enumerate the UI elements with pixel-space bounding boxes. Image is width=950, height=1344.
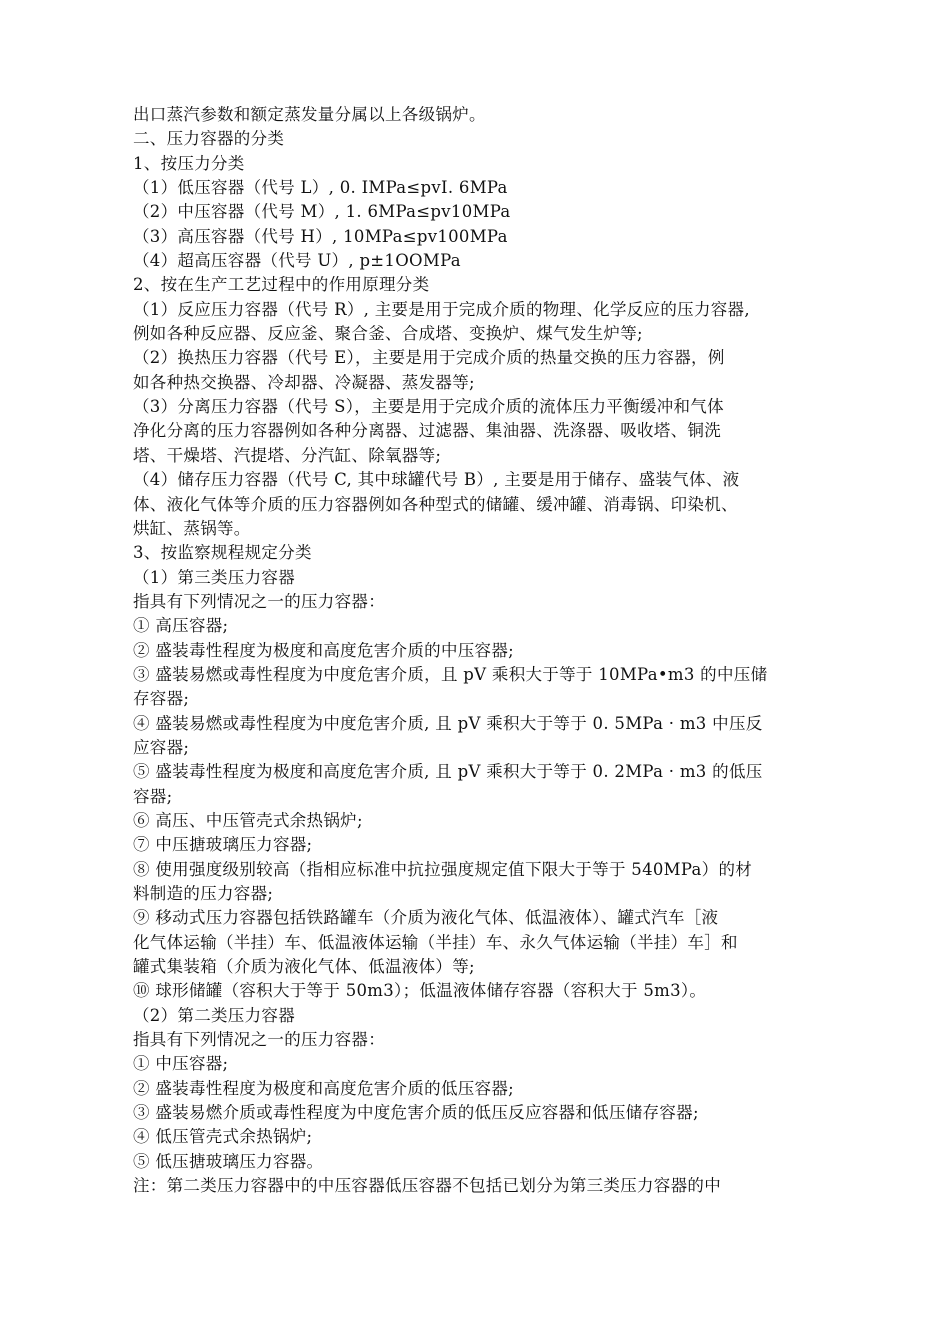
list-item: ① 中压容器; [133,1054,229,1074]
list-item: 化气体运输（半挂）车、低温液体运输（半挂）车、永久气体运输（半挂）车］和 [133,932,738,952]
list-item: ⑩ 球形储罐（容积大于等于 50m3）；低温液体储存容器（容积大于 5m3）。 [133,981,707,1001]
category-heading: （2）第二类压力容器 [133,1005,295,1025]
list-item: 罐式集装箱（介质为液化气体、低温液体）等; [133,957,475,977]
text-line: 指具有下列情况之一的压力容器： [133,1030,385,1050]
text-line: 出口蒸汽参数和额定蒸发量分属以上各级锅炉。 [133,105,486,124]
text-line: （2）换热压力容器（代号 E），主要是用于完成介质的热量交换的压力容器，例 [133,348,725,368]
list-item: 容器; [133,786,173,806]
list-item: ③ 盛装易燃或毒性程度为中度危害介质，且 pV 乘积大于等于 10MPa•m3 的中压储 [133,664,768,684]
list-item: ③ 盛装易燃介质或毒性程度为中度危害介质的低压反应容器和低压储存容器; [133,1103,699,1123]
list-item: ⑨ 移动式压力容器包括铁路罐车（介质为液化气体、低温液体）、罐式汽车［液 [133,908,719,928]
subsection-heading: 1、按压力分类 [133,153,245,173]
list-item: （2）中压容器（代号 M）, 1. 6MPa≤pv10MPa [133,202,511,222]
text-line: 体、液化气体等介质的压力容器例如各种型式的储罐、缓冲罐、消毒锅、印染机、 [133,494,738,514]
category-heading: （1）第三类压力容器 [133,567,295,587]
list-item: ④ 低压管壳式余热锅炉; [133,1127,313,1147]
list-item: 存容器; [133,689,190,709]
list-item: ② 盛装毒性程度为极度和高度危害介质的低压容器; [133,1078,515,1098]
list-item: ① 高压容器; [133,616,229,636]
note-line: 注：第二类压力容器中的中压容器低压容器不包括已划分为第三类压力容器的中 [133,1176,721,1196]
section-heading: 二、压力容器的分类 [133,129,285,149]
list-item: ⑧ 使用强度级别较高（指相应标准中抗拉强度规定值下限大于等于 540MPa）的材 [133,859,753,879]
body-text [133,103,833,1198]
text-line: 指具有下列情况之一的压力容器： [133,591,385,611]
text-line: 烘缸、蒸锅等。 [133,518,251,538]
list-item: ② 盛装毒性程度为极度和高度危害介质的中压容器; [133,640,515,660]
subsection-heading: 2、按在生产工艺过程中的作用原理分类 [133,275,430,295]
text-line: 如各种热交换器、冷却器、冷凝器、蒸发器等; [133,372,475,392]
list-item: （3）高压容器（代号 H）, 10MPa≤pv100MPa [133,226,508,246]
list-item: ⑤ 低压搪玻璃压力容器。 [133,1151,324,1171]
text-line: （1）反应压力容器（代号 R）, 主要是用于完成介质的物理、化学反应的压力容器, [133,299,750,319]
list-item: ⑦ 中压搪玻璃压力容器; [133,835,313,855]
list-item: （4）超高压容器（代号 U）, p±1OOMPa [133,251,461,271]
text-line: （3）分离压力容器（代号 S），主要是用于完成介质的流体压力平衡缓冲和气体 [133,397,724,417]
text-line: （4）储存压力容器（代号 C, 其中球罐代号 B）, 主要是用于储存、盛装气体、液 [133,470,740,490]
list-item: （1）低压容器（代号 L）, 0. IMPa≤pvI. 6MPa [133,178,508,198]
list-item: 料制造的压力容器; [133,884,274,903]
list-item: 应容器; [133,737,190,757]
list-item: ⑥ 高压、中压管壳式余热锅炉; [133,810,363,830]
text-line: 例如各种反应器、反应釜、聚合釜、合成塔、变换炉、煤气发生炉等; [133,324,643,344]
subsection-heading: 3、按监察规程规定分类 [133,543,312,563]
list-item: ⑤ 盛装毒性程度为极度和高度危害介质, 且 pV 乘积大于等于 0. 2MPa · m3 的低压 [133,762,763,782]
list-item: ④ 盛装易燃或毒性程度为中度危害介质, 且 pV 乘积大于等于 0. 5MPa · m3 中压反 [133,713,763,733]
text-line: 净化分离的压力容器例如各种分离器、过滤器、集油器、洗涤器、吸收塔、铜洗 [133,421,721,441]
text-line: 塔、干燥塔、汽提塔、分汽缸、除氧器等; [133,445,442,465]
